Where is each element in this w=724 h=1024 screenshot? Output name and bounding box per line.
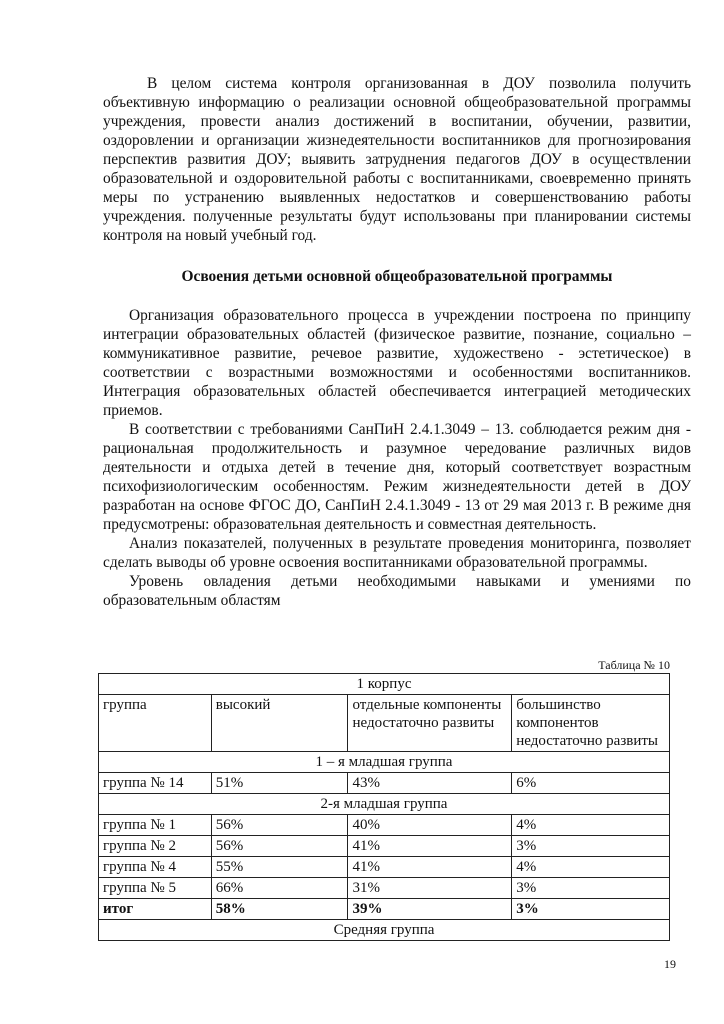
header-group: группа <box>99 695 212 752</box>
cell-high: 55% <box>211 857 348 878</box>
paragraph-analysis: Анализ показателей, полученных в результате проведения мониторинга, позволяет сделать выводы об уровне освоения воспитанниками образовательной программы. <box>103 535 691 571</box>
cell-most: 3% <box>512 836 670 857</box>
paragraph-control-system: В целом система контроля организованная в ДОУ позволила получить объективную информацию о реализации основной общеобразовательной программы учреждения, провести анализ достижений в воспитании, обучении, развитии, оздоровлении и организации жизнедеятельности воспитанников для прогнозирования перспектив развития ДОУ; выявить затруднения педагогов ДОУ в осуществлении образовательной и оздоровительной работы с воспитанниками, своевременно принять меры по устранению выявленных недостатков и совершенствованию работы учреждения. полученные результаты будут использованы при планировании системы контроля на новый учебный год. <box>103 75 691 244</box>
table-row <box>99 878 670 899</box>
total-some: 39% <box>348 899 512 920</box>
table-row <box>99 857 670 878</box>
cell-some: 40% <box>348 815 512 836</box>
table-title: 1 корпус <box>99 674 670 695</box>
cell-group: группа № 5 <box>99 878 212 899</box>
section-row-junior-2: 2-я младшая группа <box>99 794 670 815</box>
cell-high: 51% <box>211 773 348 794</box>
paragraph-sanpin: В соответствии с требованиями СанПиН 2.4.1.3049 – 13. соблюдается режим дня - рациональная продолжительность и разумное чередование различных видов деятельности и отдыха детей в течение дня, который соответствует возрастным психофизиологическим особенностям. Режим жизнедеятельности детей в ДОУ разработан на основе ФГОС ДО, СанПиН 2.4.1.3049 - 13 от 29 мая 2013 г. В режиме дня предусмотрены: образовательная деятельность и совместная деятельность. <box>103 421 691 533</box>
cell-group: группа № 4 <box>99 857 212 878</box>
total-most: 3% <box>512 899 670 920</box>
total-label: итог <box>99 899 212 920</box>
header-most: большинство компонентов недостаточно развиты <box>512 695 670 752</box>
cell-some: 31% <box>348 878 512 899</box>
body-block <box>103 306 691 610</box>
table-header-row <box>99 695 670 752</box>
cell-most: 4% <box>512 815 670 836</box>
cell-most: 3% <box>512 878 670 899</box>
results-table <box>98 673 670 941</box>
section-row-middle: Средняя группа <box>99 920 670 941</box>
cell-high: 66% <box>211 878 348 899</box>
cell-some: 41% <box>348 836 512 857</box>
table-total-row <box>99 899 670 920</box>
header-some: отдельные компоненты недостаточно развиты <box>348 695 512 752</box>
cell-most: 6% <box>512 773 670 794</box>
cell-some: 41% <box>348 857 512 878</box>
section-row-junior-1: 1 – я младшая группа <box>99 752 670 773</box>
cell-high: 56% <box>211 815 348 836</box>
table-row <box>99 815 670 836</box>
header-high: высокий <box>211 695 348 752</box>
cell-some: 43% <box>348 773 512 794</box>
table-row <box>99 773 670 794</box>
cell-group: группа № 2 <box>99 836 212 857</box>
cell-group: группа № 14 <box>99 773 212 794</box>
page-number: 19 <box>664 957 676 971</box>
total-high: 58% <box>211 899 348 920</box>
section-heading: Освоения детьми основной общеобразовательной программы <box>181 268 613 285</box>
cell-high: 56% <box>211 836 348 857</box>
cell-group: группа № 1 <box>99 815 212 836</box>
paragraph-level: Уровень овладения детьми необходимыми навыками и умениями по образовательным областям <box>103 573 691 609</box>
table-caption: Таблица № 10 <box>598 658 670 672</box>
intro-block <box>103 74 691 245</box>
cell-most: 4% <box>512 857 670 878</box>
table-row <box>99 836 670 857</box>
paragraph-organization: Организация образовательного процесса в учреждении построена по принципу интеграции образовательных областей (физическое развитие, познание, социально – коммуникативное развитие, речевое развитие, художествено - эстетическое) в соответствии с возрастными возможностями и особенностями воспитанников. Интеграция образовательных областей обеспечивается интеграцией методических приемов. <box>103 307 691 419</box>
